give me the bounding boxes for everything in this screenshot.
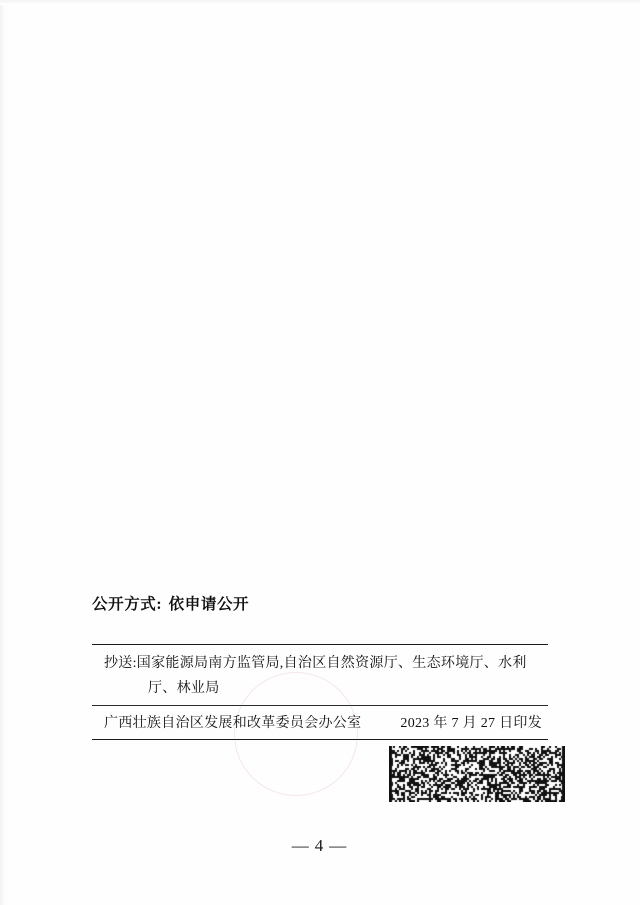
carbon-copy-line-2: 厅、林业局 [148, 680, 220, 696]
document-footer-block [92, 644, 548, 740]
carbon-copy-line-1: 国家能源局南方监管局,自治区自然资源厅、生态环境厅、水利 [136, 656, 527, 671]
page-number-dash-left: — [291, 836, 311, 855]
issuer-row [92, 706, 548, 739]
carbon-copy-label: 抄送: [104, 656, 137, 671]
carbon-copy-row [92, 645, 548, 705]
page-number-dash-right: — [329, 836, 349, 855]
issuing-office-name: 广西壮族自治区发展和改革委员会办公室 [104, 716, 362, 731]
disclosure-method-line [92, 592, 249, 614]
footer-rule-bottom [92, 739, 548, 740]
issue-date: 2023 年 7 月 27 日印发 [400, 716, 542, 731]
disclosure-method-label: 公开方式: [92, 596, 163, 613]
disclosure-method-value: 依申请公开 [168, 596, 250, 613]
page-number-value: 4 [314, 836, 326, 855]
scan-edge-left [0, 0, 6, 905]
page-number [0, 836, 640, 856]
scan-edge-top [0, 0, 640, 5]
2d-barcode [389, 746, 565, 802]
